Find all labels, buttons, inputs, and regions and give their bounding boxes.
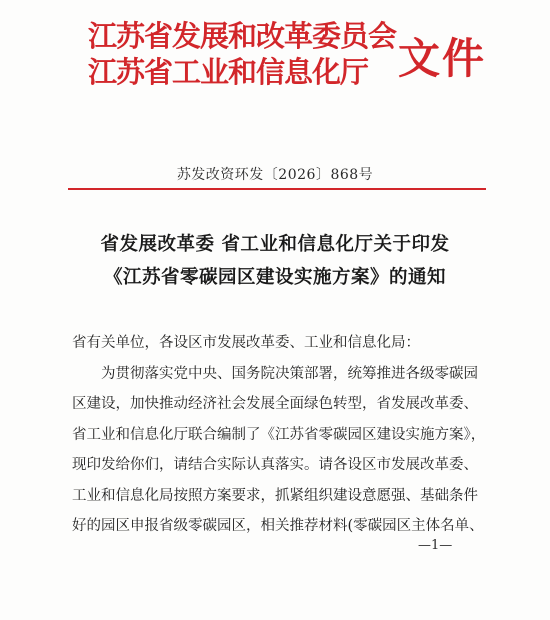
- document-type-label: 文件: [398, 34, 487, 83]
- paragraph-line: 区建设，加快推动经济社会发展全面绿色转型，省发展改革委、: [72, 396, 478, 412]
- document-number: 苏发改资环发〔2026〕868号: [176, 167, 374, 183]
- paragraph-line: 好的园区申报省级零碳园区，相关推荐材料(零碳园区主体名单、: [72, 518, 484, 534]
- paragraph-line: 现印发给你们，请结合实际认真落实。请各设区市发展改革委、: [72, 457, 478, 473]
- title-line: 省发展改革委 省工业和信息化厅关于印发: [100, 234, 450, 255]
- header-divider: [68, 188, 486, 190]
- paragraph-line: 省工业和信息化厅联合编制了《江苏省零碳园区建设实施方案》，: [72, 426, 486, 443]
- paragraph-line: 工业和信息化局按照方案要求，抓紧组织建设意愿强、基础条件: [72, 487, 478, 504]
- title-line: 《江苏省零碳园区建设实施方案》的通知: [103, 267, 446, 288]
- salutation: 省有关单位，各设区市发展改革委、工业和信息化局：: [72, 335, 420, 351]
- issuing-authorities: [88, 18, 397, 90]
- paragraph-line: 为贯彻落实党中央、国务院决策部署，统筹推进各级零碳园: [101, 365, 478, 382]
- page-number: —1—: [418, 538, 453, 553]
- issuer-line: 江苏省发展和改革委员会: [88, 19, 397, 53]
- document-body: [72, 328, 484, 542]
- issuer-line: 江苏省工业和信息化厅: [88, 55, 369, 89]
- document-title: [0, 228, 550, 294]
